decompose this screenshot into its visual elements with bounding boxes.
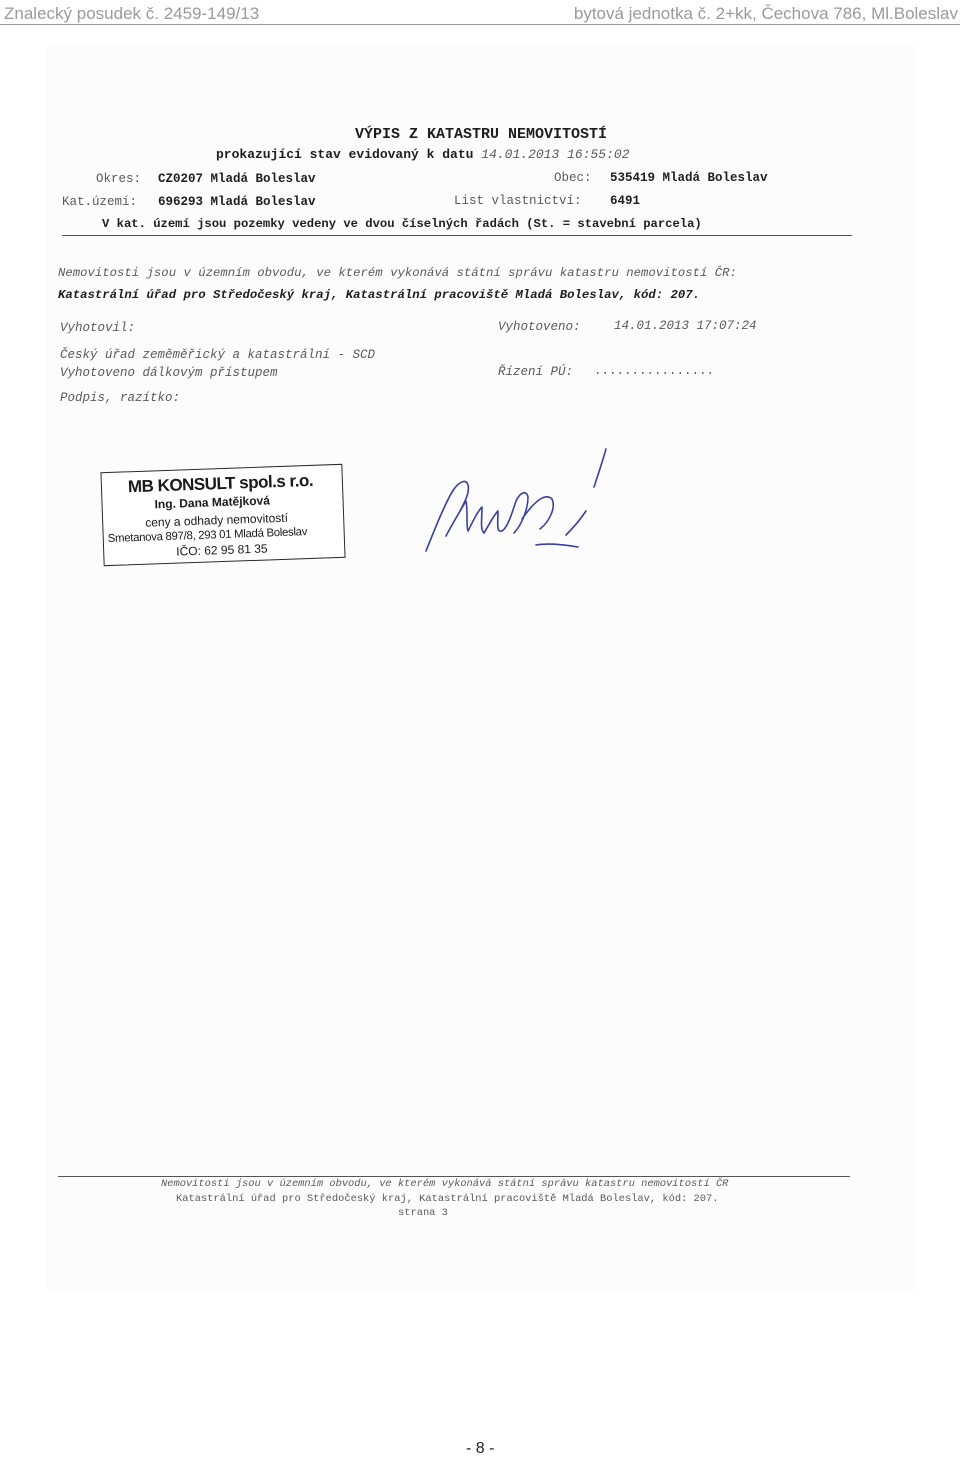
podpis-label: Podpis, razítko: xyxy=(60,391,181,405)
document-header-subject: bytová jednotka č. 2+kk, Čechova 786, Ml.Boleslav xyxy=(573,4,958,23)
rizeni-label: Řízení PÚ: xyxy=(498,365,574,379)
signature-image xyxy=(416,441,616,571)
section-rule xyxy=(62,235,852,236)
company-stamp xyxy=(100,464,345,566)
katuzemi-label: Kat.území: xyxy=(62,195,138,209)
stamp-line-4: Smetanova 897/8, 293 01 Mladá Boleslav xyxy=(107,526,308,546)
obec-value: 535419 Mladá Boleslav xyxy=(610,171,768,185)
obec-label: Obec: xyxy=(554,171,592,185)
lv-value: 6491 xyxy=(610,194,641,208)
subtitle-row xyxy=(216,147,630,162)
footer-line-1: Nemovitosti jsou v územním obvodu, ve kterém vykonává státní správu katastru nemovitostí ČR xyxy=(161,1178,729,1190)
footer-page-label: strana 3 xyxy=(398,1207,448,1219)
rizeni-value: ................ xyxy=(594,364,715,378)
cadastral-series-note: V kat. území jsou pozemky vedeny ve dvou číselných řadách (St. = stavební parcela) xyxy=(102,217,702,231)
stamp-line-1: MB KONSULT spol.s r.o. xyxy=(127,470,314,497)
katuzemi-value: 696293 Mladá Boleslav xyxy=(158,195,316,209)
document-header-title: Znalecký posudek č. 2459-149/13 xyxy=(4,4,260,23)
extract-title: VÝPIS Z KATASTRU NEMOVITOSTÍ xyxy=(354,126,608,143)
scanned-extract xyxy=(46,46,916,1290)
vyhotoveno-label: Vyhotoveno: xyxy=(498,320,581,334)
remote-access-line: Vyhotoveno dálkovým přístupem xyxy=(60,366,278,380)
stamp-line-3: ceny a odhady nemovitostí xyxy=(144,510,289,530)
stamp-line-2: Ing. Dana Matějková xyxy=(154,493,271,512)
okres-label: Okres: xyxy=(96,172,142,186)
subtitle-label: prokazující stav evidovaný k datu xyxy=(216,147,474,162)
footer-line-2: Katastrální úřad pro Středočeský kraj, Katastrální pracoviště Mladá Boleslav, kód: 207. xyxy=(176,1193,719,1205)
header-divider xyxy=(0,24,960,25)
vyhotoveno-value: 14.01.2013 17:07:24 xyxy=(614,319,757,333)
subtitle-date: 14.01.2013 16:55:02 xyxy=(481,147,630,162)
office-line-2: Katastrální úřad pro Středočeský kraj, Katastrální pracoviště Mladá Boleslav, kód: 207. xyxy=(58,288,701,302)
stamp-line-5: IČO: 62 95 81 35 xyxy=(176,541,268,559)
office-line-1: Nemovitosti jsou v územním obvodu, ve kterém vykonává státní správu katastru nemovitostí ČR: xyxy=(58,266,737,280)
vyhotovil-label: Vyhotovil: xyxy=(60,321,136,335)
footer-rule xyxy=(58,1176,850,1177)
lv-label: List vlastnictví: xyxy=(454,194,582,208)
okres-value: CZ0207 Mladá Boleslav xyxy=(158,172,316,186)
cuzk-line: Český úřad zeměměřický a katastrální - SCD xyxy=(60,348,376,362)
page-number: - 8 - xyxy=(466,1440,495,1457)
